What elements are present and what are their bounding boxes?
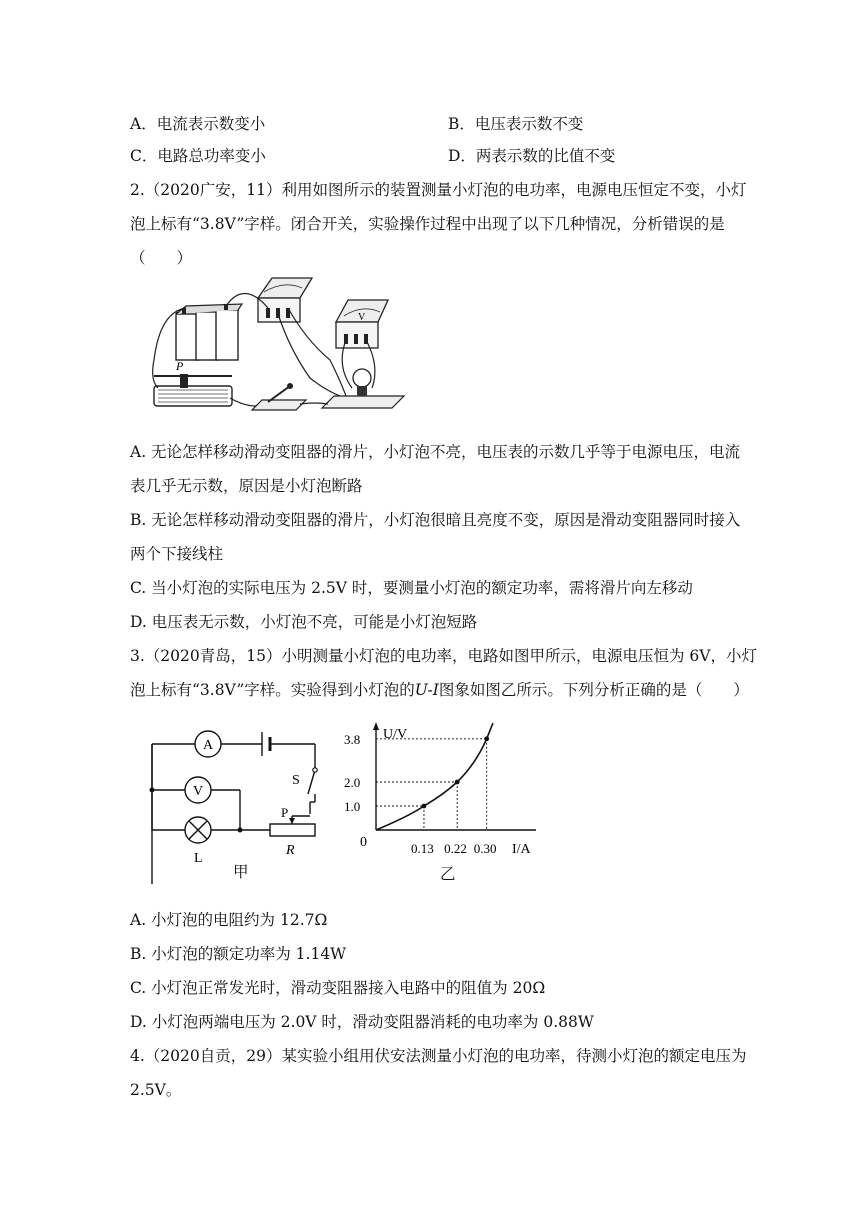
- q3-ui-symbol: U-I: [414, 681, 439, 699]
- q2-option-d: D. 电压表无示数，小灯泡不亮，可能是小灯泡短路: [130, 613, 478, 631]
- y-axis-label: U/V: [383, 727, 408, 742]
- q3-stem-line1: 3.（2020青岛，15）小明测量小灯泡的电功率，电路如图甲所示，电源电压恒为 6V，小灯: [130, 647, 757, 665]
- switch-label: S: [292, 773, 300, 788]
- q2-option-b-line2: 两个下接线柱: [130, 545, 224, 563]
- q2-option-b-line1: B. 无论怎样移动滑动变阻器的滑片，小灯泡很暗且亮度不变，原因是滑动变阻器同时接入: [130, 511, 741, 529]
- q3-option-c: C. 小灯泡正常发光时，滑动变阻器接入电路中的阻值为 20Ω: [130, 979, 546, 997]
- origin-label: 0: [360, 835, 367, 850]
- ammeter-label: A: [203, 738, 214, 753]
- q1-option-d: D．两表示数的比值不变: [448, 147, 616, 165]
- data-point-1: [455, 780, 460, 785]
- q1-option-c: C．电路总功率变小: [130, 147, 266, 165]
- voltmeter-icon: [336, 300, 388, 348]
- lamp-label: L: [194, 851, 203, 866]
- ammeter-symbol: [195, 731, 221, 757]
- q3-stem-line2-part1: 泡上标有“3.8V”字样。实验得到小灯泡的: [130, 681, 415, 699]
- svg-text:+: +: [174, 308, 180, 319]
- lamp-symbol: [185, 817, 211, 843]
- data-point-2: [484, 736, 489, 741]
- q1-option-b: B．电压表示数不变: [448, 115, 584, 133]
- q2-answer-blank: （ ）: [130, 249, 193, 267]
- circuit-caption: 甲: [233, 863, 249, 881]
- q1-option-a: A．电流表示数变小: [130, 115, 266, 133]
- q2-stem-line2: 泡上标有“3.8V”字样。闭合开关，实验操作过程中出现了以下几种情况，分析错误的是: [130, 215, 725, 233]
- x-tick-label-2: 0.30: [473, 841, 497, 856]
- voltmeter-label: V: [193, 784, 204, 799]
- battery-symbol: [262, 732, 270, 756]
- voltmeter-symbol: [185, 777, 211, 803]
- rheostat-label: R: [286, 843, 295, 858]
- q2-option-c: C. 当小灯泡的实际电压为 2.5V 时，要测量小灯泡的额定功率，需将滑片向左移动: [130, 579, 693, 597]
- x-tick-label-1: 0.22: [444, 841, 467, 856]
- q2-stem-line1: 2.（2020广安，11）利用如图所示的装置测量小灯泡的电功率，电源电压恒定不变，小灯: [130, 181, 747, 199]
- data-point-0: [422, 804, 427, 809]
- knife-switch-icon: [252, 383, 306, 410]
- q2-option-a-line2: 表几乎无示数，原因是小灯泡断路: [130, 477, 363, 495]
- q3-option-b: B. 小灯泡的额定功率为 1.14W: [130, 945, 347, 963]
- q2-option-a-line1: A. 无论怎样移动滑动变阻器的滑片，小灯泡不亮，电压表的示数几乎等于电源电压，电流: [130, 443, 741, 461]
- y-tick-label-2: 3.8: [344, 731, 361, 747]
- q3-stem-line2: [130, 680, 749, 700]
- x-axis-label: I/A: [512, 842, 531, 857]
- x-tick-label-0: 0.13: [410, 841, 434, 856]
- y-tick-label-1: 2.0: [344, 775, 361, 790]
- y-tick-label-0: 1.0: [344, 799, 361, 814]
- rheostat-slider-label: P: [176, 359, 184, 373]
- slider-label: P: [281, 805, 289, 820]
- chart-caption: 乙: [440, 865, 456, 883]
- lamp-icon: [322, 369, 404, 408]
- battery-pack-icon: [174, 304, 242, 360]
- rheostat-icon: [154, 359, 232, 406]
- voltmeter-symbol: V: [358, 312, 366, 323]
- q3-circuit-diagram: [140, 720, 335, 885]
- q3-ui-chart: [340, 716, 550, 861]
- y-axis-arrow: [373, 722, 379, 730]
- q2-apparatus-figure: [140, 270, 410, 428]
- q3-option-d: D. 小灯泡两端电压为 2.0V 时，滑动变阻器消耗的电功率为 0.88W: [130, 1013, 594, 1031]
- q4-stem-line1: 4.（2020自贡，29）某实验小组用伏安法测量小灯泡的电功率，待测小灯泡的额定电压为: [130, 1047, 747, 1065]
- q3-option-a: A. 小灯泡的电阻约为 12.7Ω: [130, 911, 328, 929]
- ammeter-icon: [258, 278, 312, 322]
- q3-stem-line2-part2: 图象如图乙所示。下列分析正确的是（ ）: [438, 681, 749, 699]
- q4-stem-line2: 2.5V。: [130, 1081, 182, 1099]
